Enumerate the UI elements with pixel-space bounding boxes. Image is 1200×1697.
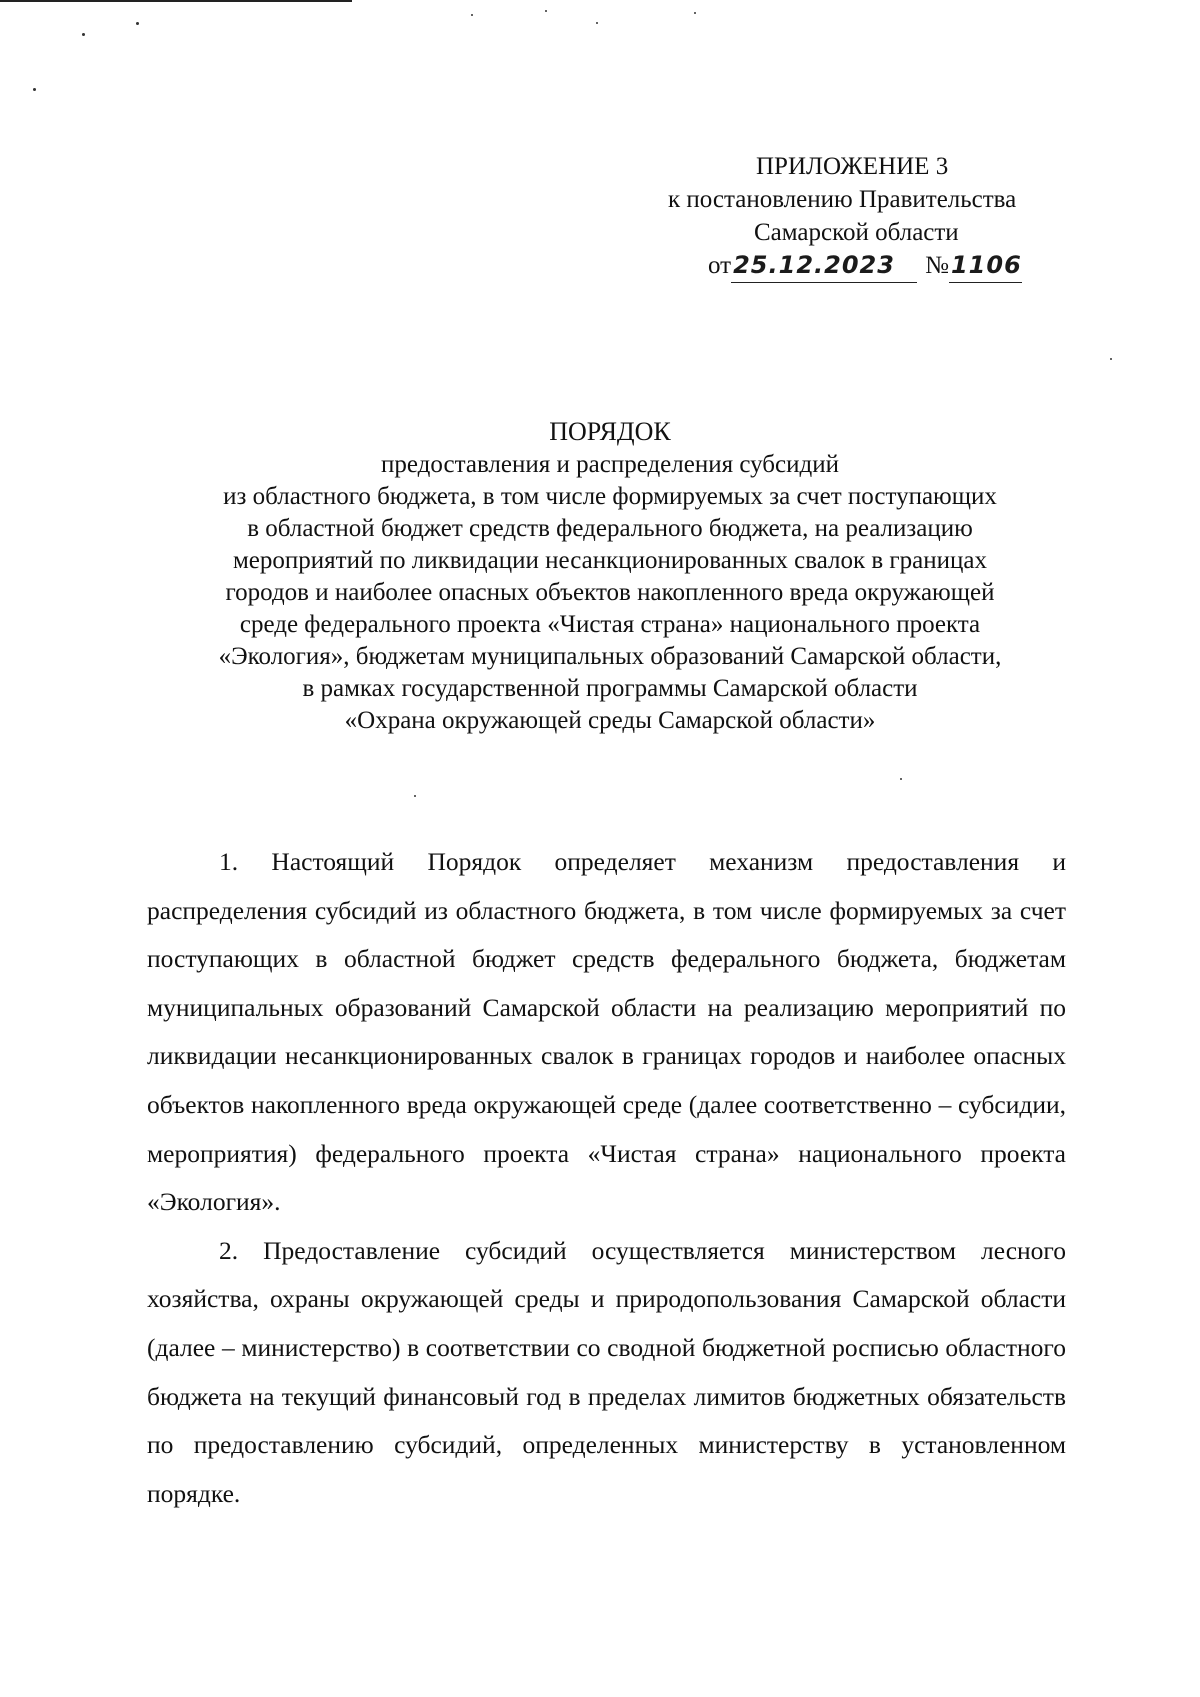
handwritten-number: 1106 xyxy=(949,249,1022,283)
scan-speck xyxy=(694,12,696,14)
scan-speck xyxy=(900,778,902,780)
paragraph-1: 1. Настоящий Порядок определяет механизм предоставления и распределения субсидий из областного бюджета, в том числе формируемых за счет поступающих в областной бюджет средств федерального бюджета, бюджетам муниципальных образований Самарской области на реализацию мероприятий по ликвидации несанкционированных свалок в границах городов и наиболее опасных объектов накопленного вреда окружающей среде (далее соответственно – субсидии, мероприятия) федерального проекта «Чистая страна» национального проекта «Экология». xyxy=(147,847,1066,1217)
scan-speck xyxy=(545,10,547,12)
document-title-subtitle: предоставления и распределения субсидий из областного бюджета, в том числе формируемых за счет поступающих в областной бюджет средств федерального бюджета, на реализацию мероприятий по ликвидации несанкционированных свалок в границах городов и наиболее опасных объектов накопленного вреда окружающей среде федерального проекта «Чистая страна» национального проекта «Экология», бюджетам муниципальных образований Самарской области, в рамках государственной программы Самарской области «Охрана окружающей среды Самарской области» xyxy=(218,451,1002,734)
paragraph-2: 2. Предоставление субсидий осуществляется министерством лесного хозяйства, охраны окружающей среды и природопользования Самарской области (далее – министерство) в соответствии со сводной бюджетной росписью областного бюджета на текущий финансовый год в пределах лимитов бюджетных обязательств по предоставлению субсидий, определенных министерству в установленном порядке. xyxy=(147,1235,1066,1508)
number-prefix: № xyxy=(925,252,949,279)
scan-speck xyxy=(82,33,85,36)
appendix-region: Самарской области xyxy=(754,219,959,246)
appendix-reference: к постановлению Правительства xyxy=(668,186,1017,213)
scan-speck xyxy=(1110,358,1112,360)
appendix-date-number xyxy=(660,249,1080,283)
document-title-main: ПОРЯДОК xyxy=(549,417,671,446)
handwritten-date: 25.12.2023 xyxy=(731,249,917,283)
appendix-title: ПРИЛОЖЕНИЕ 3 xyxy=(756,153,949,180)
scan-speck xyxy=(414,795,416,797)
scan-speck xyxy=(596,22,598,24)
date-prefix: от xyxy=(708,252,732,279)
scan-speck xyxy=(471,14,473,16)
document-body xyxy=(147,838,1066,1518)
document-title xyxy=(110,416,1110,737)
appendix-header xyxy=(660,150,1080,283)
scan-speck xyxy=(33,88,36,91)
scan-edge-line xyxy=(0,0,352,2)
scan-speck xyxy=(136,22,139,25)
